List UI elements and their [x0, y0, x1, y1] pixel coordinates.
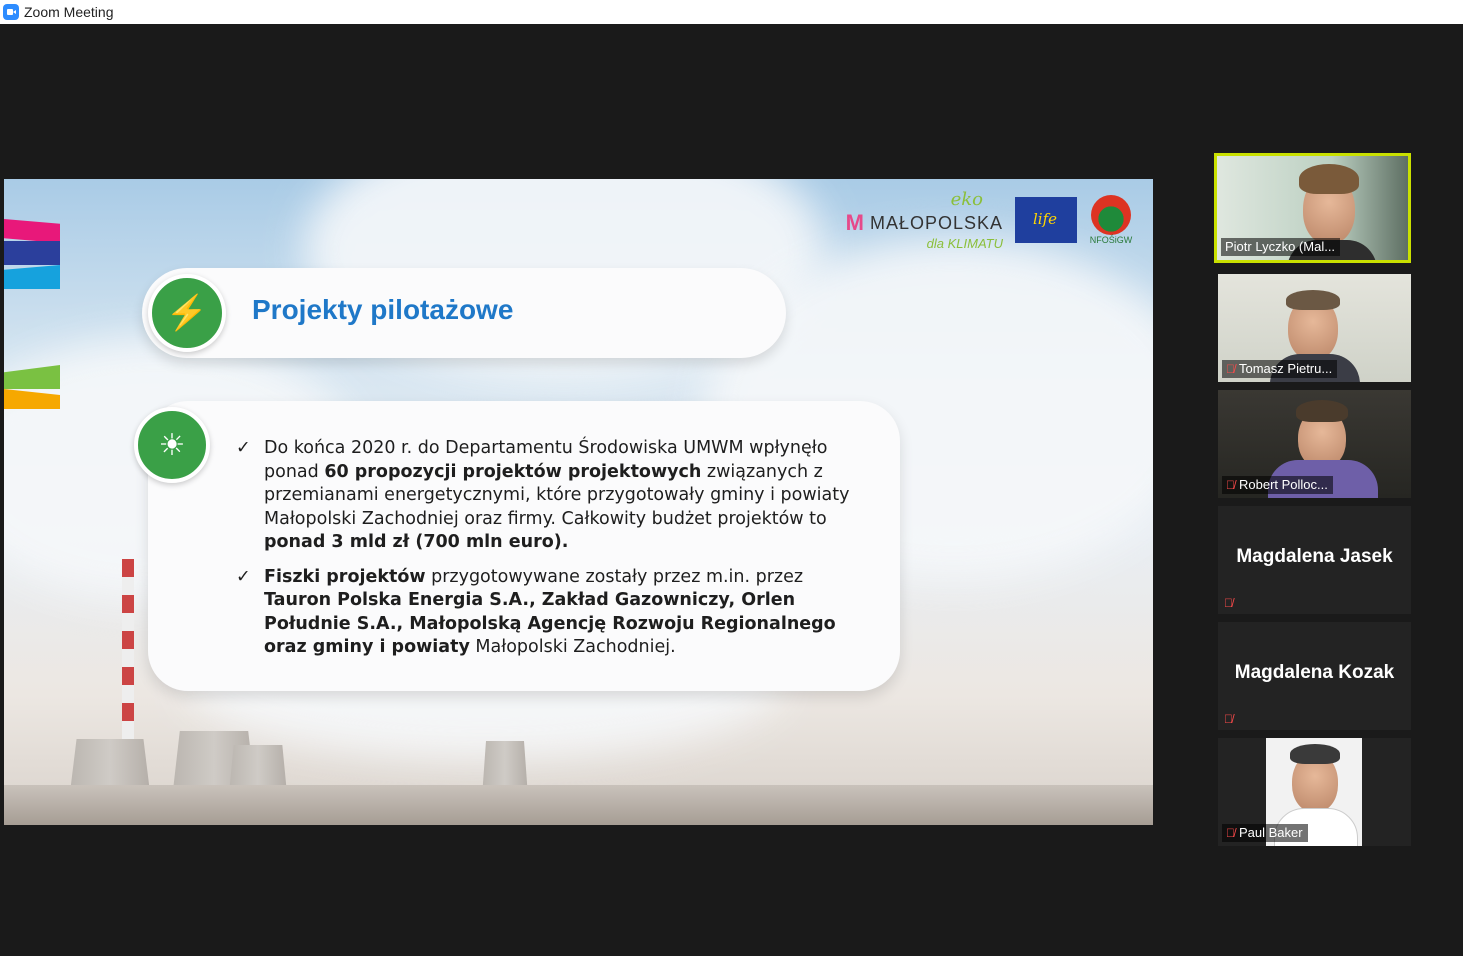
bullet-list — [236, 437, 856, 671]
participant-name: 🎙̸ Robert Polloc... — [1222, 476, 1333, 494]
participant-name-large: Magdalena Kozak — [1234, 662, 1395, 683]
mic-muted-icon: 🎙̸ — [1224, 596, 1233, 610]
check-icon: ✓ — [236, 438, 251, 458]
participant-tile[interactable] — [1218, 622, 1411, 730]
m-logo-icon: M — [845, 210, 864, 235]
power-pylon-icon: ⚡ — [148, 274, 226, 352]
slide-title-pill — [142, 268, 786, 358]
participant-name: 🎙̸ Tomasz Pietru... — [1222, 360, 1337, 378]
shared-screen — [4, 179, 1153, 825]
logos — [846, 189, 1133, 251]
participant-tile[interactable] — [1218, 506, 1411, 614]
title-bar — [0, 0, 1463, 24]
mic-muted-icon: 🎙̸ — [1226, 361, 1235, 376]
participant-tile-active[interactable] — [1214, 153, 1411, 263]
zoom-icon — [3, 4, 19, 20]
participant-tile[interactable] — [1218, 738, 1411, 846]
slide-title: Projekty pilotażowe — [252, 294, 514, 325]
mic-muted-icon: 🎙̸ — [1226, 477, 1235, 492]
participant-tile[interactable] — [1218, 390, 1411, 498]
bullet-item: ✓ Do końca 2020 r. do Departamentu Środowiska UMWM wpłynęło ponad 60 propozycji projektów projektowych związanych z przemianami energetycznymi, które przygotowały gminy i powiaty Małopolski Zachodniej oraz firmy. Całkowity budżet projektów to ponad 3 mld zł (700 mln euro). — [236, 438, 850, 552]
eu-life-logo — [1015, 197, 1077, 243]
solar-panel-icon: ☀ — [134, 407, 210, 483]
mic-muted-icon: 🎙̸ — [1226, 825, 1235, 840]
participant-tile[interactable] — [1218, 274, 1411, 382]
eko-malopolska-logo: eko M MAŁOPOLSKA dla KLIMATU — [845, 189, 1003, 251]
bullet-item: ✓ Fiszki projektów przygotowywane zostały przez m.in. przez Tauron Polska Energia S.A., Zakład Gazowniczy, Orlen Południe S.A., Małopolską Agencję Rozwoju Regionalnego oraz gminy i powiaty Małopolski Zachodniej. — [236, 566, 836, 657]
check-icon: ✓ — [236, 566, 251, 587]
participant-name-large: Magdalena Jasek — [1236, 546, 1393, 567]
participant-name: Piotr Lyczko (Mal... — [1221, 238, 1340, 256]
mic-muted-icon: 🎙̸ — [1224, 712, 1233, 726]
participant-name: 🎙̸ Paul Baker — [1222, 824, 1308, 842]
nfosigw-logo: NFOŚiGW — [1089, 195, 1133, 245]
window-title: Zoom Meeting — [24, 4, 114, 20]
